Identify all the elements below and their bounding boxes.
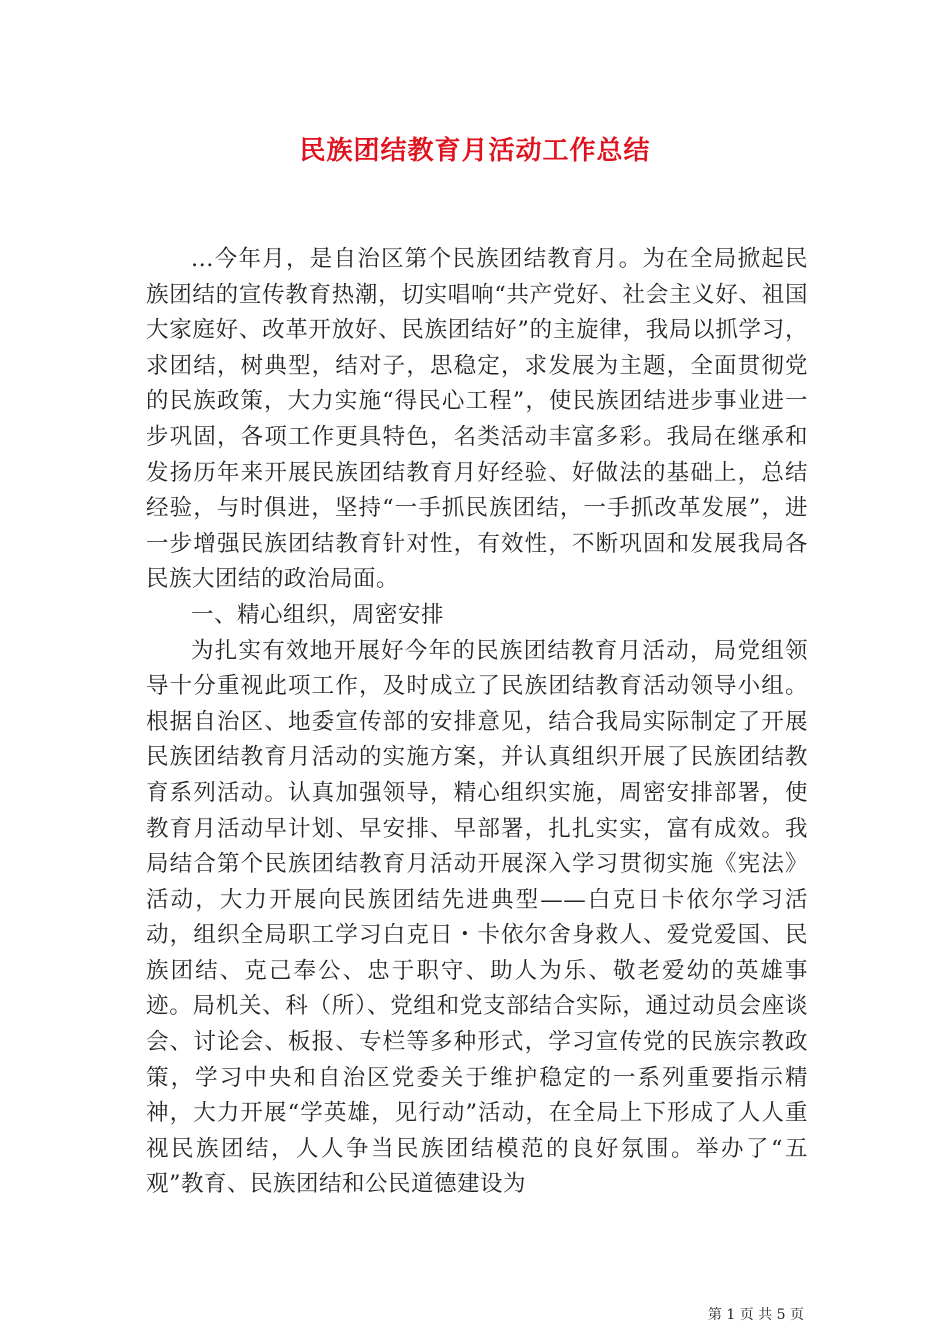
page-number: 第 1 页 共 5 页: [707, 1307, 804, 1323]
section-heading: 一、精心组织，周密安排: [191, 601, 445, 628]
paragraph-intro: ...今年月，是自治区第个民族团结教育月。为在全局掀起民族团结的宣传教育热潮，切实唱响“共产党好、社会主义好、祖国大家庭好、改革开放好、民族团结好”的主旋律，我局以抓学习，求团结，树典型，结对子，思稳定，求发展为主题，全面贯彻党的民族政策，大力实施“得民心工程”，使民族团结进步事业进一步巩固，各项工作更具特色，名类活动丰富多彩。我局在继承和发扬历年来开展民族团结教育月好经验、好做法的基础上，总结经验，与时俱进，坚持“一手抓民族团结，一手抓改革发展”，进一步增强民族团结教育针对性，有效性，不断巩固和发展我局各民族大团结的政治局面。: [146, 246, 808, 593]
document-title: 民族团结教育月活动工作总结: [299, 136, 651, 166]
document-body: [146, 242, 808, 1203]
paragraph-section-one: 为扎实有效地开展好今年的民族团结教育月活动，局党组领导十分重视此项工作，及时成立了民族团结教育活动领导小组。根据自治区、地委宣传部的安排意见，结合我局实际制定了开展民族团结教育月活动的实施方案，并认真组织开展了民族团结教育系列活动。认真加强领导，精心组织实施，周密安排部署，使教育月活动早计划、早安排、早部署，扎扎实实，富有成效。我局结合第个民族团结教育月活动开展深入学习贯彻实施《宪法》活动，大力开展向民族团结先进典型——白克日卡依尔学习活动，组织全局职工学习白克日・卡依尔舍身救人、爱党爱国、民族团结、克己奉公、忠于职守、助人为乐、敬老爱幼的英雄事迹。局机关、科（所）、党组和党支部结合实际，通过动员会座谈会、讨论会、板报、专栏等多种形式，学习宣传党的民族宗教政策，学习中央和自治区党委关于维护稳定的一系列重要指示精神，大力开展“学英雄，见行动”活动，在全局上下形成了人人重视民族团结，人人争当民族团结模范的良好氛围。举办了“五观”教育、民族团结和公民道德建设为: [146, 637, 808, 1198]
